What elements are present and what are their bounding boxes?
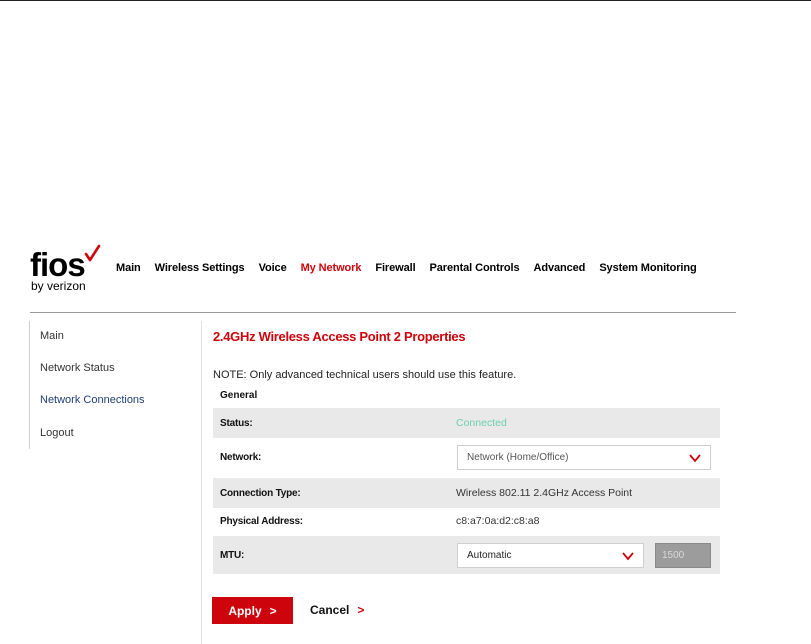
nav-main[interactable]: Main: [116, 262, 141, 274]
nav-system-monitoring[interactable]: System Monitoring: [599, 262, 697, 274]
mtu-value-input[interactable]: [655, 543, 711, 568]
nav-firewall[interactable]: Firewall: [375, 262, 416, 274]
status-value: Connected: [456, 417, 507, 429]
physical-address-label: Physical Address:: [220, 516, 303, 527]
sidebar-item-network-status[interactable]: Network Status: [40, 362, 115, 374]
sidebar-item-main[interactable]: Main: [40, 330, 64, 342]
check-mark-icon: [84, 244, 102, 264]
mtu-select-value: Automatic: [467, 550, 512, 561]
network-label: Network:: [220, 452, 262, 463]
nav-advanced[interactable]: Advanced: [533, 262, 586, 274]
sidebar-item-network-connections[interactable]: Network Connections: [40, 394, 145, 406]
status-label: Status:: [220, 418, 253, 429]
physical-address-row: [213, 508, 720, 536]
logo-subtitle: by verizon: [31, 279, 86, 293]
main-nav: [116, 262, 711, 274]
logo-wordmark: fios: [30, 246, 85, 283]
chevron-down-icon: [688, 451, 702, 465]
content-divider: [201, 321, 202, 644]
nav-parental-controls[interactable]: Parental Controls: [429, 262, 520, 274]
apply-button[interactable]: [212, 597, 293, 624]
connection-type-row: [213, 478, 720, 508]
top-border: [0, 0, 811, 1]
sidebar-item-logout[interactable]: Logout: [40, 427, 74, 439]
section-general: General: [220, 390, 258, 401]
nav-voice[interactable]: Voice: [258, 262, 287, 274]
network-select-value: Network (Home/Office): [467, 452, 569, 463]
fios-logo[interactable]: [30, 248, 110, 294]
network-select[interactable]: [457, 445, 711, 470]
mtu-row: [213, 536, 720, 574]
cancel-button-label: Cancel: [310, 603, 350, 617]
physical-address-value: c8:a7:0a:d2:c8:a8: [456, 515, 540, 527]
cancel-button[interactable]: [310, 603, 364, 617]
connection-type-value: Wireless 802.11 2.4GHz Access Point: [456, 487, 633, 499]
mtu-label: MTU:: [220, 550, 245, 561]
nav-my-network[interactable]: My Network: [300, 262, 362, 274]
chevron-right-icon: >: [357, 603, 365, 617]
chevron-down-icon: [621, 549, 635, 563]
network-row: [213, 440, 720, 476]
sidebar-rule: [29, 321, 30, 449]
chevron-right-icon: >: [269, 603, 277, 618]
apply-button-label: Apply: [228, 603, 262, 618]
page-title: 2.4GHz Wireless Access Point 2 Properties: [213, 329, 466, 344]
connection-type-label: Connection Type:: [220, 488, 301, 499]
mtu-select[interactable]: [457, 543, 644, 568]
header-divider: [30, 312, 736, 313]
nav-wireless-settings[interactable]: Wireless Settings: [154, 262, 245, 274]
status-row: [213, 408, 720, 438]
advanced-note: NOTE: Only advanced technical users should use this feature.: [213, 369, 517, 381]
